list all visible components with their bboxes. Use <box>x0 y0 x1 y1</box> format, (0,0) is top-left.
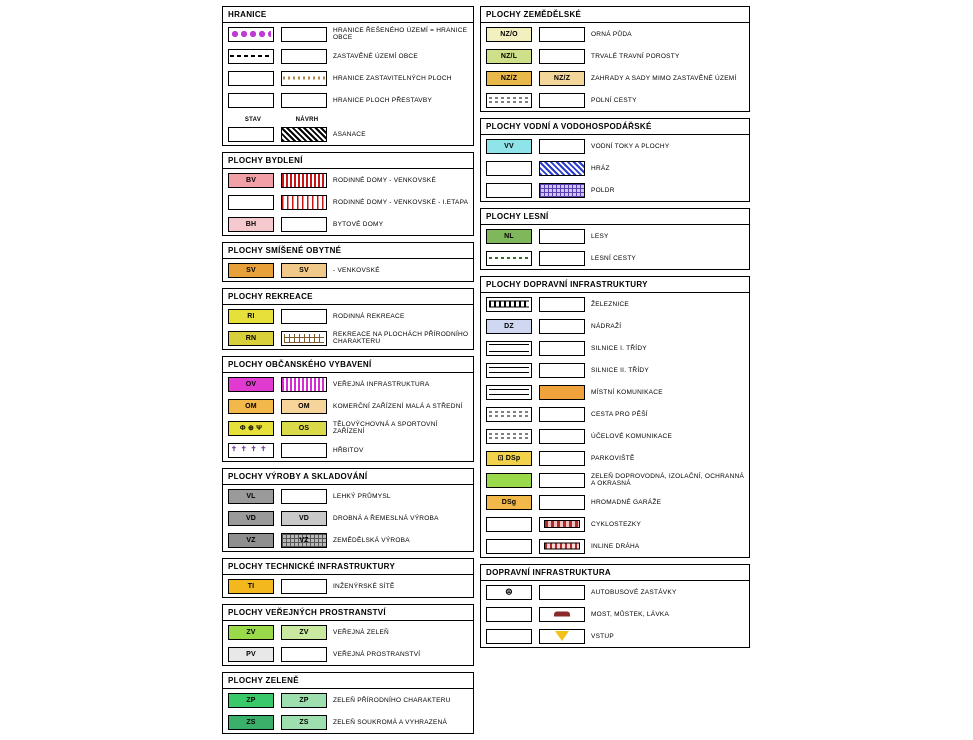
legend-swatch-code: BH <box>245 220 257 228</box>
legend-swatch-state <box>486 27 532 42</box>
legend-swatch-state <box>228 421 274 436</box>
legend-swatch-code: VD <box>245 514 257 522</box>
legend-swatch-proposal <box>539 385 585 400</box>
legend-swatch-code: SV <box>299 266 309 274</box>
legend-swatch-proposal <box>281 93 327 108</box>
legend-swatch-state <box>486 629 532 644</box>
legend-section <box>222 356 474 462</box>
legend-swatch-proposal <box>281 331 327 346</box>
legend-swatch-state <box>486 407 532 422</box>
legend-swatch-code: VV <box>504 142 514 150</box>
legend-swatch-state <box>228 579 274 594</box>
legend-swatch-proposal <box>281 263 327 278</box>
legend-row <box>481 603 749 625</box>
legend-swatch-code: ZP <box>246 696 256 704</box>
legend-row <box>481 23 749 45</box>
legend-swatch-state <box>228 693 274 708</box>
legend-swatch-code: ZS <box>299 718 309 726</box>
legend-swatch-code: VZ <box>299 536 309 544</box>
legend-section <box>222 604 474 666</box>
legend-swatch-state <box>228 511 274 526</box>
legend-row <box>481 625 749 647</box>
legend-row-label: VEŘEJNÁ ZELEŇ <box>333 628 389 636</box>
legend-swatch-code: VL <box>246 492 256 500</box>
legend-row <box>481 513 749 535</box>
legend-row-label: ZASTAVĚNÉ ÚZEMÍ OBCE <box>333 52 418 60</box>
legend-row-label: LEHKÝ PRŮMYSL <box>333 492 391 500</box>
legend-swatch-proposal <box>281 693 327 708</box>
legend-row <box>481 359 749 381</box>
legend-section-title: PLOCHY VÝROBY A SKLADOVÁNÍ <box>223 469 473 485</box>
legend-section-title: PLOCHY LESNÍ <box>481 209 749 225</box>
legend-swatch-state <box>486 517 532 532</box>
legend-rows <box>223 373 473 461</box>
legend-section-title: PLOCHY TECHNICKÉ INFRASTRUKTURY <box>223 559 473 575</box>
legend-row <box>481 67 749 89</box>
legend-section-title: PLOCHY OBČANSKÉHO VYBAVENÍ <box>223 357 473 373</box>
legend-row-label: HRÁZ <box>591 164 610 172</box>
legend-section-title: PLOCHY BYDLENÍ <box>223 153 473 169</box>
legend-swatch-state <box>486 93 532 108</box>
legend-swatch-proposal <box>281 27 327 42</box>
legend-swatch-proposal <box>539 517 585 532</box>
legend-row <box>481 247 749 269</box>
legend-row-label: ZAHRADY A SADY MIMO ZASTAVĚNÉ ÚZEMÍ <box>591 74 737 82</box>
legend-row-label: ŽELEZNICE <box>591 300 630 308</box>
legend-swatch-code: ZV <box>246 628 256 636</box>
legend-section-title: PLOCHY ZELENĚ <box>223 673 473 689</box>
legend-swatch-code: ZS <box>246 718 256 726</box>
legend-row <box>223 123 473 145</box>
legend-row-label: SILNICE II. TŘÍDY <box>591 366 649 374</box>
legend-swatch-state <box>486 385 532 400</box>
legend-row-label: CYKLOSTEZKY <box>591 520 642 528</box>
legend-swatch-proposal <box>281 579 327 594</box>
legend-row <box>481 581 749 603</box>
legend-swatch-state <box>228 195 274 210</box>
legend-rows <box>223 305 473 349</box>
legend-swatch-code: ZP <box>299 696 309 704</box>
legend-subheader-state: STAV <box>244 117 262 123</box>
legend-rows <box>223 575 473 597</box>
legend-swatch-proposal <box>539 229 585 244</box>
legend-row <box>481 179 749 201</box>
legend-swatch-proposal <box>539 93 585 108</box>
legend-swatch-state <box>486 473 532 488</box>
legend-swatch-proposal <box>539 473 585 488</box>
legend-rows <box>223 169 473 235</box>
legend-swatch-state <box>228 533 274 548</box>
legend-swatch-proposal <box>281 49 327 64</box>
legend-swatch-code: RN <box>245 334 257 342</box>
legend-swatch-state <box>486 183 532 198</box>
legend-row-label: VEŘEJNÁ INFRASTRUKTURA <box>333 380 430 388</box>
legend-section <box>480 6 750 112</box>
legend-swatch-proposal <box>281 421 327 436</box>
legend-swatch-code: OV <box>245 380 257 388</box>
legend-swatch-state <box>486 363 532 378</box>
legend-section-title: HRANICE <box>223 7 473 23</box>
legend-swatch-code: DSg <box>501 498 517 506</box>
legend-row <box>481 469 749 491</box>
legend-swatch-proposal <box>281 443 327 458</box>
legend-section-title: PLOCHY VEŘEJNÝCH PROSTRANSTVÍ <box>223 605 473 621</box>
legend-swatch-proposal <box>281 173 327 188</box>
legend-rows <box>481 23 749 111</box>
legend-swatch-state <box>228 331 274 346</box>
legend-swatch-proposal <box>539 429 585 444</box>
legend-swatch-state <box>486 161 532 176</box>
legend-row <box>481 293 749 315</box>
legend-swatch-proposal <box>281 377 327 392</box>
legend-swatch-state <box>486 251 532 266</box>
legend-swatch-code: OM <box>298 402 310 410</box>
legend-row <box>223 169 473 191</box>
legend-section <box>222 672 474 734</box>
legend-row-label: ZELEŇ DOPROVODNÁ, IZOLAČNÍ, OCHRANNÁ A OKRASNÁ <box>591 473 745 487</box>
legend-swatch-state <box>228 49 274 64</box>
legend-row <box>481 157 749 179</box>
legend-swatch-proposal <box>281 217 327 232</box>
legend-swatch-proposal <box>539 139 585 154</box>
legend-row <box>223 529 473 551</box>
legend-swatch-state <box>228 27 274 42</box>
legend-row <box>223 643 473 665</box>
legend-swatch-state <box>228 647 274 662</box>
legend-row-label: VODNÍ TOKY A PLOCHY <box>591 142 670 150</box>
legend-swatch-code: VD <box>298 514 310 522</box>
legend-swatch-code: NZ/O <box>500 30 518 38</box>
legend-swatch-proposal <box>281 71 327 86</box>
legend-row <box>223 327 473 349</box>
legend-swatch-state <box>486 539 532 554</box>
legend-row <box>481 403 749 425</box>
legend-rows <box>223 23 473 145</box>
legend-row-label: MOST, MŮSTEK, LÁVKA <box>591 610 670 618</box>
legend-swatch-code: PV <box>246 650 256 658</box>
legend-row <box>223 485 473 507</box>
legend-row <box>223 213 473 235</box>
legend-row <box>223 45 473 67</box>
legend-row-label: ZELEŇ SOUKROMÁ A VYHRAZENÁ <box>333 718 448 726</box>
legend-row-label: VEŘEJNÁ PROSTRANSTVÍ <box>333 650 421 658</box>
legend-row-label: POLDR <box>591 186 615 194</box>
legend-row-label: TRVALÉ TRAVNÍ POROSTY <box>591 52 680 60</box>
legend-row-label: POLNÍ CESTY <box>591 96 637 104</box>
legend-row <box>223 23 473 45</box>
legend-row <box>223 507 473 529</box>
legend-section-title: PLOCHY ZEMĚDĚLSKÉ <box>481 7 749 23</box>
legend-row-label: HRANICE ŘEŠENÉHO ÚZEMÍ = HRANICE OBCE <box>333 27 468 41</box>
legend-swatch-proposal <box>539 607 585 622</box>
legend-swatch-state <box>228 715 274 730</box>
legend-swatch-state <box>228 127 274 142</box>
legend-row <box>481 89 749 111</box>
legend-section <box>222 558 474 598</box>
legend-section <box>480 276 750 558</box>
legend-rows <box>481 135 749 201</box>
legend-swatch-proposal <box>539 27 585 42</box>
legend-swatch-proposal <box>281 127 327 142</box>
legend-row <box>223 191 473 213</box>
legend-swatch-proposal <box>539 319 585 334</box>
legend-row-label: ZELEŇ PŘÍRODNÍHO CHARAKTERU <box>333 696 451 704</box>
legend-swatch-state <box>228 217 274 232</box>
legend-section <box>222 468 474 552</box>
legend-section <box>480 208 750 270</box>
legend-swatch-state <box>228 377 274 392</box>
legend-swatch-code: DZ <box>504 322 514 330</box>
legend-swatch-proposal <box>539 341 585 356</box>
legend-swatch-state <box>228 443 274 458</box>
legend-row-label: HŘBITOV <box>333 446 364 454</box>
legend-swatch-state <box>486 585 532 600</box>
legend-row <box>223 711 473 733</box>
legend-swatch-state <box>228 625 274 640</box>
legend-row-label: TĚLOVÝCHOVNÁ A SPORTOVNÍ ZAŘÍZENÍ <box>333 421 438 435</box>
legend-section-title: PLOCHY DOPRAVNÍ INFRASTRUKTURY <box>481 277 749 293</box>
legend-row <box>481 425 749 447</box>
legend-right-column <box>480 6 750 654</box>
legend-section <box>222 242 474 282</box>
legend-swatch-state <box>228 263 274 278</box>
legend-rows <box>481 225 749 269</box>
legend-row-label: RODINNÉ DOMY - VENKOVSKÉ <box>333 176 437 184</box>
legend-section <box>480 118 750 202</box>
legend-row-label: RODINNÉ DOMY - VENKOVSKÉ - I.ETAPA <box>333 198 469 206</box>
legend-row-label: VSTUP <box>591 632 614 640</box>
legend-section-title: DOPRAVNÍ INFRASTRUKTURA <box>481 565 749 581</box>
legend-row <box>223 417 473 439</box>
legend-swatch-proposal <box>539 407 585 422</box>
legend-swatch-code: NZ/Z <box>500 74 518 82</box>
legend-swatch-state <box>486 319 532 334</box>
legend-row-label: BYTOVÉ DOMY <box>333 220 384 228</box>
legend-row-label: SILNICE I. TŘÍDY <box>591 344 647 352</box>
legend-swatch-proposal <box>539 629 585 644</box>
legend-swatch-proposal <box>281 533 327 548</box>
legend-swatch-code: ZV <box>299 628 309 636</box>
legend-row <box>223 305 473 327</box>
legend-row-label: NÁDRAŽÍ <box>591 322 622 330</box>
legend-row <box>481 225 749 247</box>
legend-rows <box>223 485 473 551</box>
legend-row <box>223 67 473 89</box>
legend-section-title: PLOCHY SMÍŠENÉ OBYTNÉ <box>223 243 473 259</box>
legend-swatch-state <box>228 173 274 188</box>
legend-swatch-proposal <box>281 195 327 210</box>
legend-swatch-state <box>228 489 274 504</box>
legend-row <box>223 259 473 281</box>
legend-row-label: KOMERČNÍ ZAŘÍZENÍ MALÁ A STŘEDNÍ <box>333 402 463 410</box>
legend-swatch-proposal <box>539 363 585 378</box>
legend-row-label: ASANACE <box>333 130 366 138</box>
legend-swatch-state <box>486 451 532 466</box>
legend-row <box>481 337 749 359</box>
legend-swatch-state <box>486 229 532 244</box>
legend-row <box>223 575 473 597</box>
legend-row <box>481 491 749 513</box>
legend-row-label: LESNÍ CESTY <box>591 254 637 262</box>
legend-swatch-proposal <box>539 251 585 266</box>
legend-row-label: HRANICE PLOCH PŘESTAVBY <box>333 96 433 104</box>
legend-section <box>222 6 474 146</box>
legend-row <box>223 89 473 111</box>
legend-swatch-code: TI <box>247 582 255 590</box>
legend-swatch-proposal <box>539 539 585 554</box>
legend-swatch-state <box>486 139 532 154</box>
legend-swatch-state <box>228 399 274 414</box>
legend-swatch-proposal <box>281 309 327 324</box>
legend-swatch-proposal <box>281 511 327 526</box>
legend-rows <box>223 621 473 665</box>
legend-swatch-proposal <box>539 585 585 600</box>
legend-row <box>223 689 473 711</box>
legend-row <box>481 381 749 403</box>
legend-row-label: ORNÁ PŮDA <box>591 30 632 38</box>
legend-row-label: - VENKOVSKÉ <box>333 266 380 274</box>
legend-swatch-proposal <box>539 183 585 198</box>
legend-swatch-state <box>486 49 532 64</box>
legend-row-label: AUTOBUSOVÉ ZASTÁVKY <box>591 588 677 596</box>
legend-swatch-proposal <box>281 399 327 414</box>
legend-row <box>481 135 749 157</box>
legend-row-label: DROBNÁ A ŘEMESLNÁ VÝROBA <box>333 514 439 522</box>
legend-swatch-state <box>486 71 532 86</box>
legend-row <box>223 621 473 643</box>
legend-section <box>222 152 474 236</box>
legend-swatch-code: ⊡ DSp <box>497 455 521 462</box>
legend-row-label: CESTA PRO PĚŠÍ <box>591 410 648 418</box>
legend-row <box>223 439 473 461</box>
legend-subheader-proposal: NÁVRH <box>295 117 319 123</box>
legend-swatch-proposal <box>539 71 585 86</box>
legend-swatch-proposal <box>539 161 585 176</box>
legend-row-label: PARKOVIŠTĚ <box>591 454 635 462</box>
legend-row <box>481 447 749 469</box>
legend-left-column <box>222 6 474 740</box>
legend-rows <box>481 581 749 647</box>
legend-swatch-proposal <box>539 49 585 64</box>
legend-section <box>222 288 474 350</box>
legend-swatch-proposal <box>281 715 327 730</box>
legend-swatch-code: VZ <box>246 536 256 544</box>
legend-rows <box>481 293 749 557</box>
legend-row <box>223 395 473 417</box>
legend-swatch-state <box>228 71 274 86</box>
legend-row-label: ZEMĚDĚLSKÁ VÝROBA <box>333 536 410 544</box>
legend-rows <box>223 689 473 733</box>
legend-row-label: REKREACE NA PLOCHÁCH PŘÍRODNÍHO CHARAKTERU <box>333 331 469 345</box>
legend-swatch-code: NZ/Z <box>553 74 571 82</box>
legend-row-label: MÍSTNÍ KOMUNIKACE <box>591 388 663 396</box>
legend-swatch-state <box>486 495 532 510</box>
legend-rows <box>223 259 473 281</box>
legend-swatch-proposal <box>281 489 327 504</box>
legend-swatch-proposal <box>539 495 585 510</box>
legend-row-label: RODINNÁ REKREACE <box>333 312 405 320</box>
legend-swatch-state <box>486 341 532 356</box>
legend-section <box>480 564 750 648</box>
legend-swatch-state <box>486 429 532 444</box>
legend-row-label: HROMADNÉ GARÁŽE <box>591 498 662 506</box>
legend-swatch-code: NL <box>504 232 514 240</box>
legend-swatch-code: NZ/L <box>500 52 518 60</box>
legend-section-title: PLOCHY VODNÍ A VODOHOSPODÁŘSKÉ <box>481 119 749 135</box>
legend-swatch-state <box>228 93 274 108</box>
legend-swatch-code: OM <box>245 402 257 410</box>
legend-row <box>223 373 473 395</box>
legend-swatch-code: OS <box>298 424 310 432</box>
legend-row <box>481 45 749 67</box>
legend-swatch-state <box>486 607 532 622</box>
legend-swatch-state <box>228 309 274 324</box>
legend-swatch-code: Φ ⊕ Ψ <box>239 425 263 432</box>
legend-subheader <box>223 111 473 123</box>
legend-swatch-proposal <box>539 451 585 466</box>
legend-row-label: HRANICE ZASTAVITELNÝCH PLOCH <box>333 74 452 82</box>
legend-row <box>481 535 749 557</box>
legend-swatch-proposal <box>281 625 327 640</box>
legend-row-label: INLINE DRÁHA <box>591 542 640 550</box>
legend-swatch-proposal <box>281 647 327 662</box>
legend-swatch-code: SV <box>246 266 256 274</box>
legend-row-label: ÚČELOVÉ KOMUNIKACE <box>591 432 673 440</box>
legend-swatch-proposal <box>539 297 585 312</box>
legend-swatch-code: RI <box>247 312 255 320</box>
legend-row-label: INŽENÝRSKÉ SÍTĚ <box>333 582 395 590</box>
legend-section-title: PLOCHY REKREACE <box>223 289 473 305</box>
legend-swatch-code: BV <box>245 176 257 184</box>
legend-swatch-state <box>486 297 532 312</box>
legend-row <box>481 315 749 337</box>
legend-row-label: LESY <box>591 232 609 240</box>
